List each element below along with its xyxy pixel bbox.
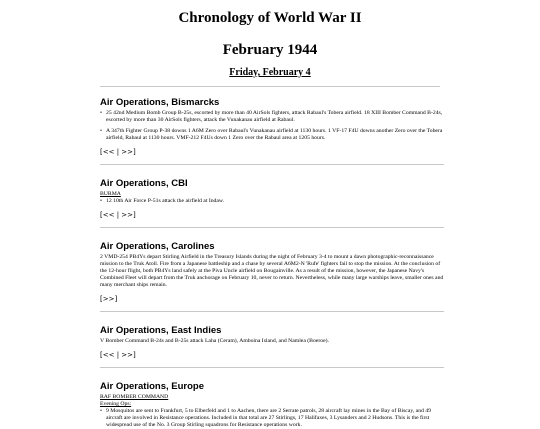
subheading-evening-ops: Evening Ops: [100,401,132,407]
section-carolines [100,241,444,312]
event-list [100,110,444,142]
subheading-link[interactable]: RAF BOMBER COMMAND [100,394,169,400]
section-bismarcks [100,97,444,165]
section-europe [100,381,444,429]
section-divider [100,367,444,368]
section-text: V Bomber Command B-24s and B-25s attack Laha (Ceram), Amboina Island, and Namlea (Boeroe). [100,338,329,344]
prev-link[interactable]: << [102,351,115,359]
nav-close-bracket: ] [133,351,136,359]
nav-close-bracket: ] [114,295,118,303]
section-divider [100,311,444,312]
next-link[interactable]: >> [121,211,134,219]
section-divider [100,227,444,228]
nav-open-bracket: [ [100,211,103,219]
section-title: Air Operations, Europe [100,381,204,392]
next-link[interactable]: >> [121,351,134,359]
section-cbi [100,178,444,228]
nav-separator: | [116,211,120,219]
event-list [100,408,444,429]
event-list [100,198,444,205]
section-nav [100,211,444,219]
next-link[interactable]: >> [102,295,115,303]
nav-separator: | [116,148,120,156]
nav-close-bracket: ] [133,211,136,219]
section-text: 2 VMD-254 PB4Ys depart Stirling Airfield in the Treasury Islands during the night of February 3-4 to mount a dawn photographic-reconnaissance mission to the Truk Atoll. Fire from a Japanese battleship and a chase by several A6M2-N 'Rufe' fighters fail to stop the mission. At the conclusion of the 12-hour flight, both PB4Ys land safely at the Piva Uncle airfield on Bougainville. As a result of the mission, however, the Japanese Navy's Combined Fleet will depart from the Truk anchorage on February 10, never to return. Nevertheless, while many large warships leave, smaller ones and many merchant ships remain. [100,254,444,288]
section-title: Air Operations, Bismarcks [100,97,220,108]
main-content [100,97,444,429]
list-item: • A 347th Fighter Group P-38 downs 1 A6M Zero over Rabaul's Vunakanau airfield at 1130 hours. 1 VF-17 F4U downs another Zero over the Tobera airfield, Rabaul at 1130 hours. VMF-212 F4Us down 1 Zero over the Rabaul area at 1205 hours. [100,128,444,142]
subheading-link[interactable]: BURMA [100,191,121,197]
list-item: • 12 10th Air Force P-51s attack the airfield at Indaw. [100,198,444,205]
section-divider [100,164,444,165]
prev-link[interactable]: << [102,211,115,219]
nav-open-bracket: [ [100,351,103,359]
month-heading: February 1944 [222,42,318,58]
nav-open-bracket: [ [100,148,103,156]
page-title: Chronology of World War II [178,10,362,26]
list-item: • 9 Mosquitos are sent to Frankfurt, 5 to Elberfeld and 1 to Aachen, there are 2 Serrate patrols, 28 aircraft lay mines in the Bay of Biscay, and 49 aircraft are involved in Resistance operations. Included in that total are 27 Stirlings, 17 Halifaxes, 3 Lysanders and 2 Hudsons. This is the first widespread use of the No. 3 Group Stirling squadrons for Resistance operations work. [100,408,444,429]
page-header [0,0,540,79]
prev-link[interactable]: << [102,148,115,156]
section-title: Air Operations, CBI [100,178,188,189]
next-link[interactable]: >> [121,148,134,156]
header-divider [100,86,440,87]
section-nav [100,351,444,359]
section-title: Air Operations, Carolines [100,241,215,252]
nav-separator: | [116,351,120,359]
day-link[interactable]: Friday, February 4 [229,67,311,78]
nav-open-bracket: [ [100,295,103,303]
section-title: Air Operations, East Indies [100,325,222,336]
list-item: • 25 42nd Medium Bomb Group B-25s, escorted by more than 40 AirSols fighters, attack Rabaul's Tobera airfield. 18 XIII Bomber Command B-24s, escorted by more than 30 AirSols fighters, attack the Vunakanau airfield at Rabaul. [100,110,444,124]
section-nav [100,295,444,303]
section-east-indies [100,325,444,368]
section-nav [100,148,444,156]
nav-close-bracket: ] [133,148,136,156]
